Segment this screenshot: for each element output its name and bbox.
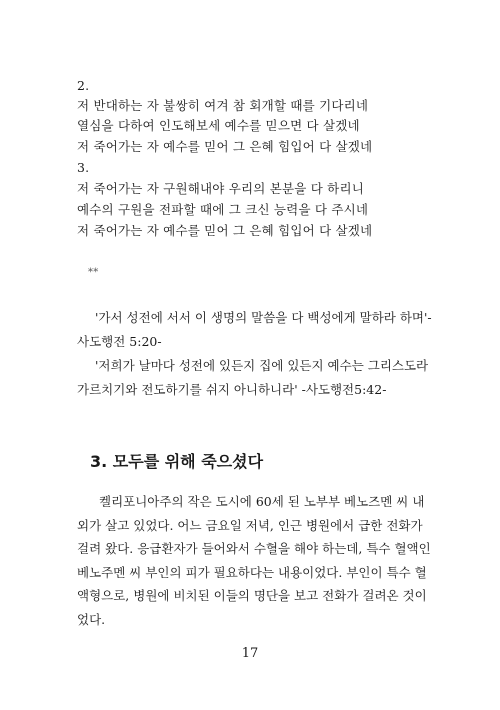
verse-line: 저 죽어가는 자 예수를 믿어 그 은혜 힘입어 다 살겠네 (77, 223, 373, 238)
scripture-quotes (77, 306, 437, 402)
verse-line: 저 반대하는 자 불쌍히 여겨 참 회개할 때를 기다리네 (77, 98, 369, 113)
verse-number: 2. (77, 78, 90, 93)
scripture-quote: '가서 성전에 서서 이 생명의 말씀을 다 백성에게 말하라 하며'- 사도행전 5:20- (77, 310, 432, 349)
verse-line: 열심을 다하여 인도해보세 예수를 믿으면 다 살겠네 (77, 118, 360, 133)
scripture-quote: '저희가 날마다 성전에 있든지 집에 있든지 예수는 그리스도라 가르치기와 전도하기를 쉬지 아니하니라' -사도행전5:42- (77, 358, 429, 397)
verse-line: 예수의 구원을 전파할 때에 그 크신 능력을 다 주시네 (77, 202, 369, 217)
separator-mark: ** (88, 267, 99, 278)
section-heading: 3. 모두를 위해 죽으셨다 (90, 452, 264, 471)
verse-number: 3. (77, 160, 90, 175)
body-paragraph: 켈리포니아주의 작은 도시에 60세 된 노부부 베노즈멘 씨 내외가 살고 있었다. 어느 금요일 저녁, 인근 병원에서 급한 전화가 걸려 왔다. 응급환자가 들어와서 수혈을 해야 하는데, 특수 혈액인 베노주멘 씨 부인의 피가 필요하다는 내용이었다. 부인이 특수 혈액형으로, 병원에 비치된 이들의 명단을 보고 전화가 걸려온 것이었다. (77, 494, 431, 627)
verse-line: 저 죽어가는 자 예수를 믿어 그 은혜 힘입어 다 살겠네 (77, 139, 373, 154)
verse-line: 저 죽어가는 자 구원해내야 우리의 본분을 다 하리니 (77, 181, 364, 196)
page-number: 17 (241, 646, 259, 661)
